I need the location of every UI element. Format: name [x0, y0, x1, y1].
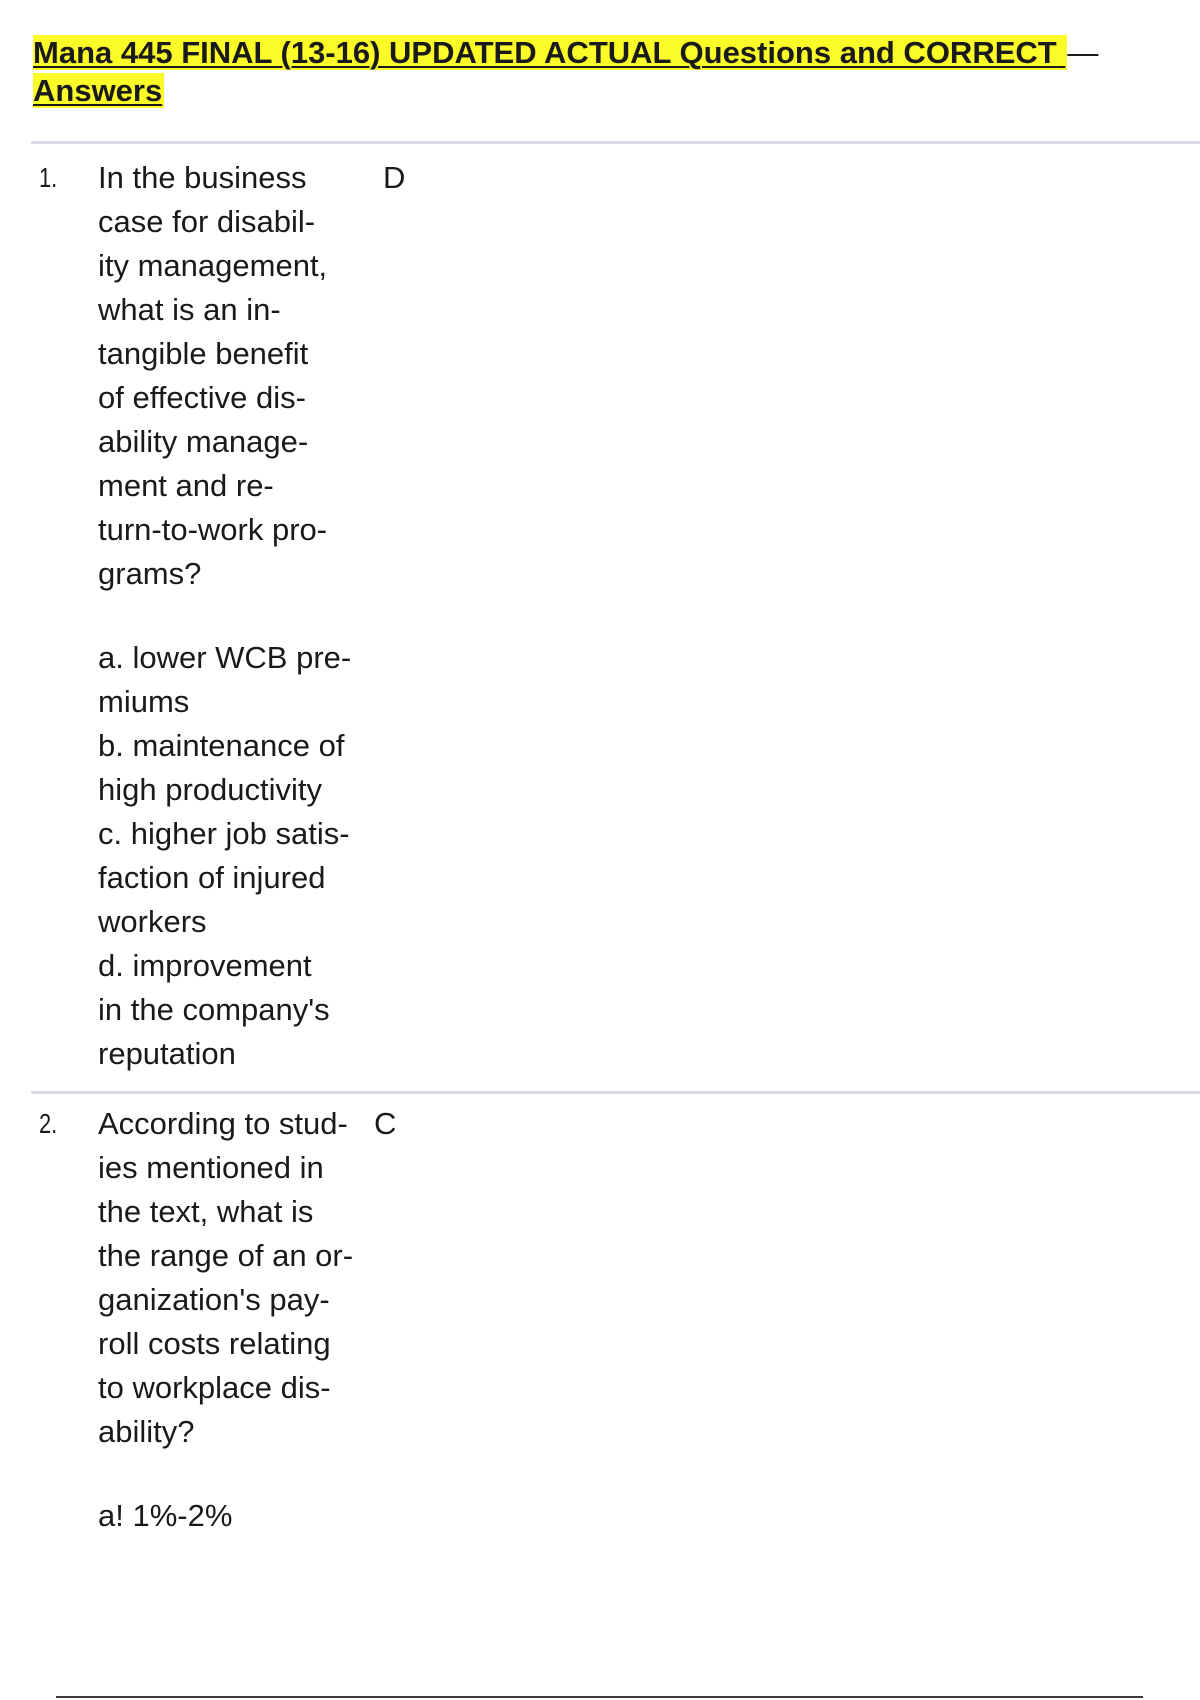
- correct-answer: C: [374, 1106, 397, 1141]
- question-number: 2.: [39, 1108, 58, 1139]
- correct-answer: D: [383, 160, 406, 195]
- answer-option: a. lower WCB pre- miums: [98, 640, 352, 719]
- title-highlight-line-2: [33, 73, 164, 108]
- answer-option: c. higher job satis- faction of injured workers: [98, 816, 350, 939]
- question-number: 1.: [39, 162, 58, 193]
- question-stem: In the business case for disabil- ity management, what is an in- tangible benefit of effective dis- ability manage- ment and re- turn-to-work pro- grams?: [98, 160, 328, 591]
- answer-option: d. improvement in the company's reputation: [98, 948, 330, 1071]
- document-title: [33, 34, 1133, 110]
- title-highlight-line-1: [33, 35, 1067, 70]
- row-divider: [31, 1091, 1200, 1094]
- footer-rule: [56, 1696, 1143, 1698]
- title-text: Mana 445 FINAL (13-16) UPDATED ACTUAL Questions and CORRECT: [33, 35, 1057, 70]
- stem-options-gap: [98, 596, 378, 636]
- title-text-line-2: Answers: [33, 73, 163, 108]
- answer-option: a! 1%-2%: [98, 1498, 233, 1533]
- stem-options-gap: [98, 1454, 378, 1494]
- row-divider: [31, 141, 1200, 144]
- question-body: [98, 1102, 378, 1538]
- answer-option: b. maintenance of high productivity: [98, 728, 345, 807]
- question-stem: According to stud- ies mentioned in the text, what is the range of an or- ganization's pay- roll costs relating to workplace dis- ability?: [98, 1106, 354, 1449]
- title-dash: —: [1067, 35, 1099, 70]
- question-body: [98, 156, 378, 1076]
